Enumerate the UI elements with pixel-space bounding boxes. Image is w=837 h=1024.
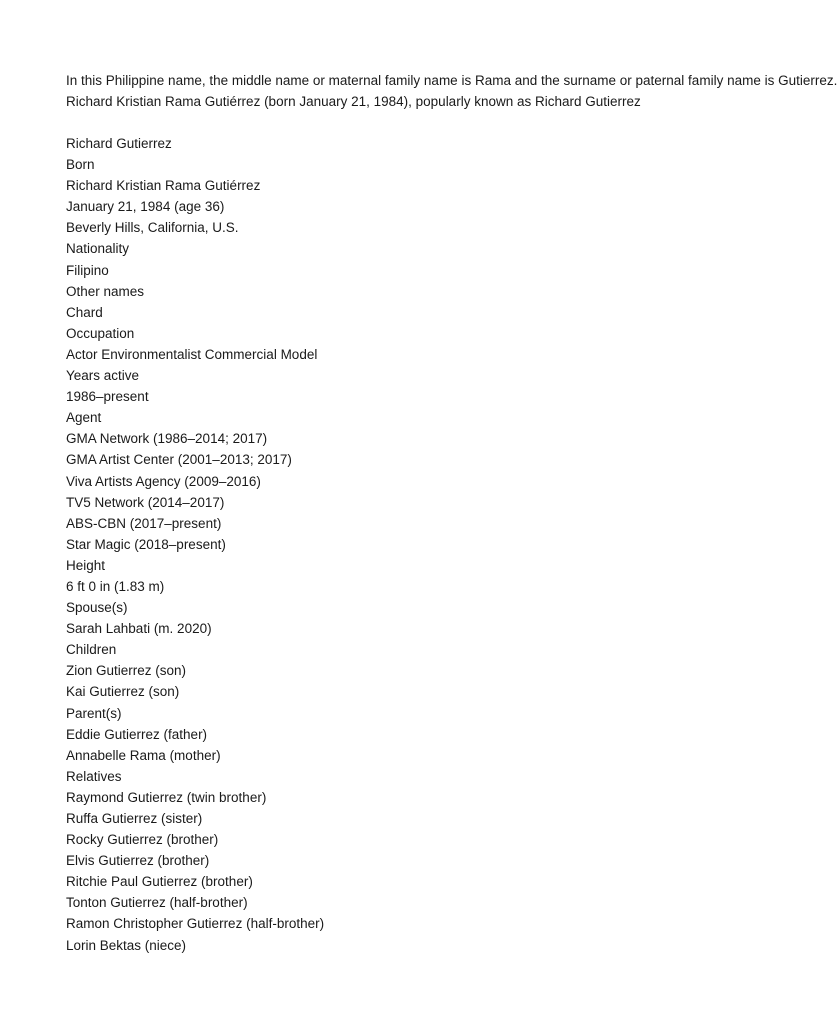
infobox-label-nationality: Nationality bbox=[66, 241, 130, 257]
infobox-label-born: Born bbox=[66, 157, 95, 173]
infobox-value: TV5 Network (2014–2017) bbox=[66, 494, 225, 510]
infobox-value: Kai Gutierrez (son) bbox=[66, 684, 180, 700]
infobox-label-occupation: Occupation bbox=[66, 325, 135, 341]
infobox-value: Annabelle Rama (mother) bbox=[66, 747, 221, 763]
infobox-value: Eddie Gutierrez (father) bbox=[66, 726, 208, 742]
infobox-value: Richard Kristian Rama Gutiérrez bbox=[66, 178, 261, 194]
document-page bbox=[66, 70, 837, 956]
infobox-value: ABS-CBN (2017–present) bbox=[66, 515, 222, 531]
infobox-value: 1986–present bbox=[66, 389, 149, 405]
infobox-value: Actor Environmentalist Commercial Model bbox=[66, 346, 318, 362]
infobox-label-spouses: Spouse(s) bbox=[66, 600, 128, 616]
infobox-value: Sarah Lahbati (m. 2020) bbox=[66, 621, 212, 637]
intro-line: In this Philippine name, the middle name or maternal family name is Rama and the surname or paternal family name is Gutierrez. bbox=[66, 73, 837, 88]
infobox-value: Ruffa Gutierrez (sister) bbox=[66, 811, 203, 826]
intro-line: Richard Kristian Rama Gutiérrez (born January 21, 1984), popularly known as Richard Gutierrez bbox=[66, 94, 641, 109]
infobox-list bbox=[66, 133, 653, 956]
infobox-value: Chard bbox=[66, 304, 103, 320]
infobox-value: Rocky Gutierrez (brother) bbox=[66, 832, 219, 848]
infobox-value: Beverly Hills, California, U.S. bbox=[66, 220, 239, 236]
infobox-label-children: Children bbox=[66, 642, 117, 658]
infobox-value: 6 ft 0 in (1.83 m) bbox=[66, 578, 165, 594]
infobox-value: Ramon Christopher Gutierrez (half-brother) bbox=[66, 916, 325, 932]
infobox-value: Filipino bbox=[66, 262, 109, 278]
infobox-value: January 21, 1984 (age 36) bbox=[66, 199, 225, 215]
infobox-label-other-names: Other names bbox=[66, 283, 145, 299]
infobox-value: Elvis Gutierrez (brother) bbox=[66, 853, 210, 869]
infobox-value: GMA Network (1986–2014; 2017) bbox=[66, 431, 268, 447]
infobox-label-relatives: Relatives bbox=[66, 768, 122, 784]
infobox-label-parents: Parent(s) bbox=[66, 705, 122, 721]
infobox-value: Raymond Gutierrez (twin brother) bbox=[66, 789, 267, 805]
infobox-value: GMA Artist Center (2001–2013; 2017) bbox=[66, 452, 292, 468]
infobox-value: Ritchie Paul Gutierrez (brother) bbox=[66, 874, 253, 890]
infobox-value: Viva Artists Agency (2009–2016) bbox=[66, 473, 261, 489]
infobox-title: Richard Gutierrez bbox=[66, 136, 172, 151]
infobox-value: Tonton Gutierrez (half-brother) bbox=[66, 895, 248, 911]
infobox-value: Star Magic (2018–present) bbox=[66, 536, 226, 552]
infobox-value: Zion Gutierrez (son) bbox=[66, 663, 187, 679]
infobox-label-agent: Agent bbox=[66, 410, 102, 426]
intro-paragraph bbox=[66, 70, 837, 112]
infobox-value: Lorin Bektas (niece) bbox=[66, 937, 187, 953]
infobox-label-years-active: Years active bbox=[66, 368, 140, 384]
infobox-label-height: Height bbox=[66, 557, 106, 573]
